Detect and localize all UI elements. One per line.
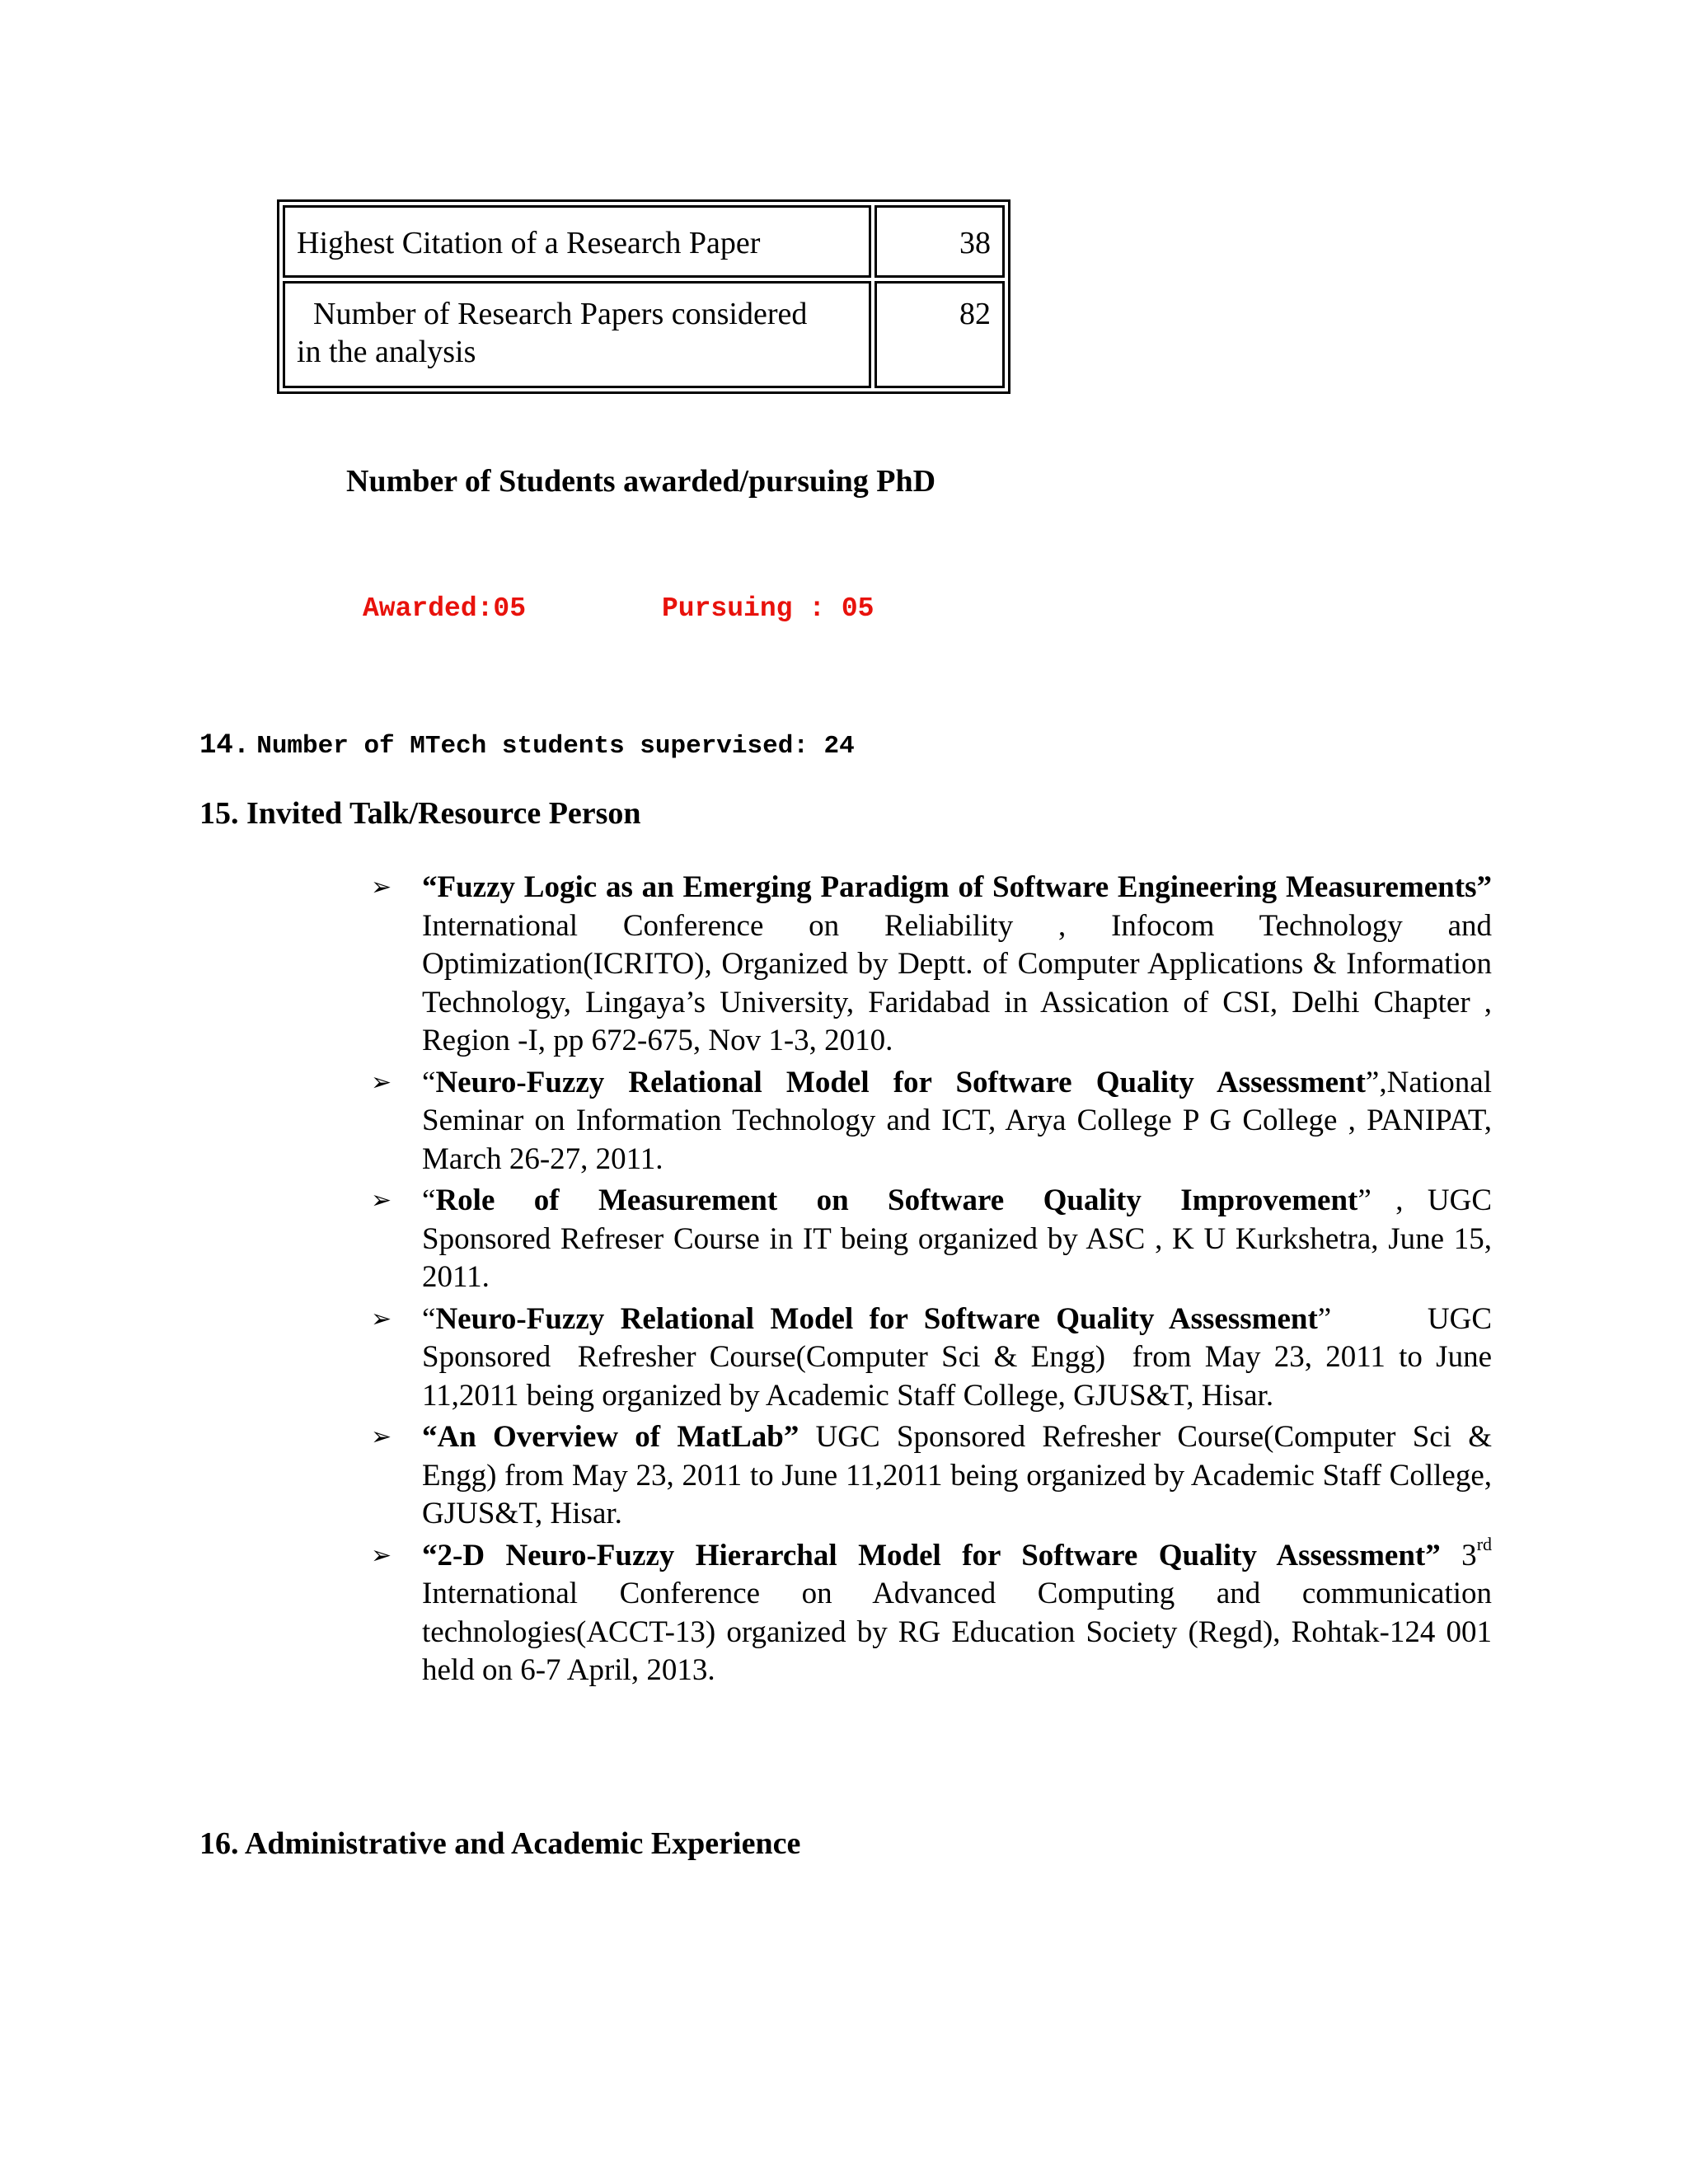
citation-label: Highest Citation of a Research Paper xyxy=(283,205,871,278)
talk-ordinal-suffix: rd xyxy=(1476,1534,1493,1555)
invited-talks-list xyxy=(371,869,1500,1694)
talk-detail: UGC Sponsored Refresher Course(Computer Sci & Engg) from May 23, 2011 to June 11,2011 being organized by Academic Staff College, GJUS&T, Hisar. xyxy=(422,1301,1500,1413)
close-quote: ” xyxy=(1365,1065,1380,1099)
open-quote: “ xyxy=(422,1301,436,1336)
list-item xyxy=(371,1301,1500,1416)
table-row xyxy=(283,205,1005,278)
arrow-bullet-icon: ➢ xyxy=(371,873,392,902)
papers-count-label xyxy=(283,281,871,388)
list-item xyxy=(371,1418,1492,1534)
phd-awarded: Awarded:05 xyxy=(363,593,527,624)
citation-table xyxy=(277,199,1010,394)
close-quote: ” xyxy=(1317,1301,1332,1336)
papers-count-label-line2: in the analysis xyxy=(297,335,476,369)
papers-count-label-line1: Number of Research Papers considered xyxy=(313,297,808,331)
arrow-bullet-icon: ➢ xyxy=(371,1540,392,1570)
list-item xyxy=(371,1064,1492,1179)
talk-detail: , UGC Sponsored Refreser Course in IT being organized by ASC , K U Kurkshetra, June 15, 2011. xyxy=(422,1183,1492,1294)
section-14-number: 14. xyxy=(199,730,251,762)
phd-pursuing: Pursuing : 05 xyxy=(662,593,874,624)
talk-detail: International Conference on Reliability , Infocom Technology and Optimization(ICRITO), Organized by Deptt. of Computer Applications & Information Technology, Lingaya’s University, Faridabad in Assication of CSI, Delhi Chapter , Region -I, pp 672-675, Nov 1-3, 2010. xyxy=(422,908,1492,1057)
talk-detail: UGC Sponsored Refresher Course(Computer Sci & Engg) from May 23, 2011 to June 11,2011 being organized by Academic Staff College, GJUS&T, Hisar. xyxy=(422,1420,1492,1530)
talk-title: “Fuzzy Logic as an Emerging Paradigm of Software Engineering Measurements” xyxy=(422,870,1492,904)
list-item xyxy=(371,1182,1492,1297)
section-14-text: Number of MTech students supervised: 24 xyxy=(256,732,855,761)
arrow-bullet-icon: ➢ xyxy=(371,1067,392,1097)
papers-count-value: 82 xyxy=(874,281,1005,388)
section-14 xyxy=(199,729,855,762)
citation-value: 38 xyxy=(874,205,1005,278)
open-quote: “ xyxy=(422,1065,436,1099)
talk-title: Role of Measurement on Software Quality Improvement xyxy=(435,1183,1358,1217)
talk-title: Neuro-Fuzzy Relational Model for Software Quality Assessment xyxy=(435,1065,1366,1099)
talk-detail: ,National Seminar on Information Technology and ICT, Arya College P G College , PANIPAT, March 26-27, 2011. xyxy=(422,1065,1492,1176)
section-16-heading: 16. Administrative and Academic Experience xyxy=(199,1826,801,1861)
talk-title: “An Overview of MatLab” xyxy=(422,1420,799,1454)
talk-ordinal: 3 xyxy=(1440,1538,1477,1572)
list-item xyxy=(371,869,1492,1061)
close-quote: ” xyxy=(1357,1183,1372,1217)
arrow-bullet-icon: ➢ xyxy=(371,1186,392,1215)
talk-title: Neuro-Fuzzy Relational Model for Software Quality Assessment xyxy=(435,1301,1318,1336)
arrow-bullet-icon: ➢ xyxy=(371,1422,392,1451)
talk-title: “2-D Neuro-Fuzzy Hierarchal Model for Software Quality Assessment” xyxy=(422,1538,1441,1572)
talk-detail: International Conference on Advanced Computing and communication technologies(ACCT-13) organized by RG Education Society (Regd), Rohtak-124 001 held on 6-7 April, 2013. xyxy=(422,1577,1492,1687)
list-item xyxy=(371,1534,1493,1690)
arrow-bullet-icon: ➢ xyxy=(371,1304,392,1333)
open-quote: “ xyxy=(422,1183,436,1217)
phd-heading: Number of Students awarded/pursuing PhD xyxy=(346,464,936,499)
table-row xyxy=(283,281,1005,388)
section-15-heading: 15. Invited Talk/Resource Person xyxy=(199,796,641,831)
